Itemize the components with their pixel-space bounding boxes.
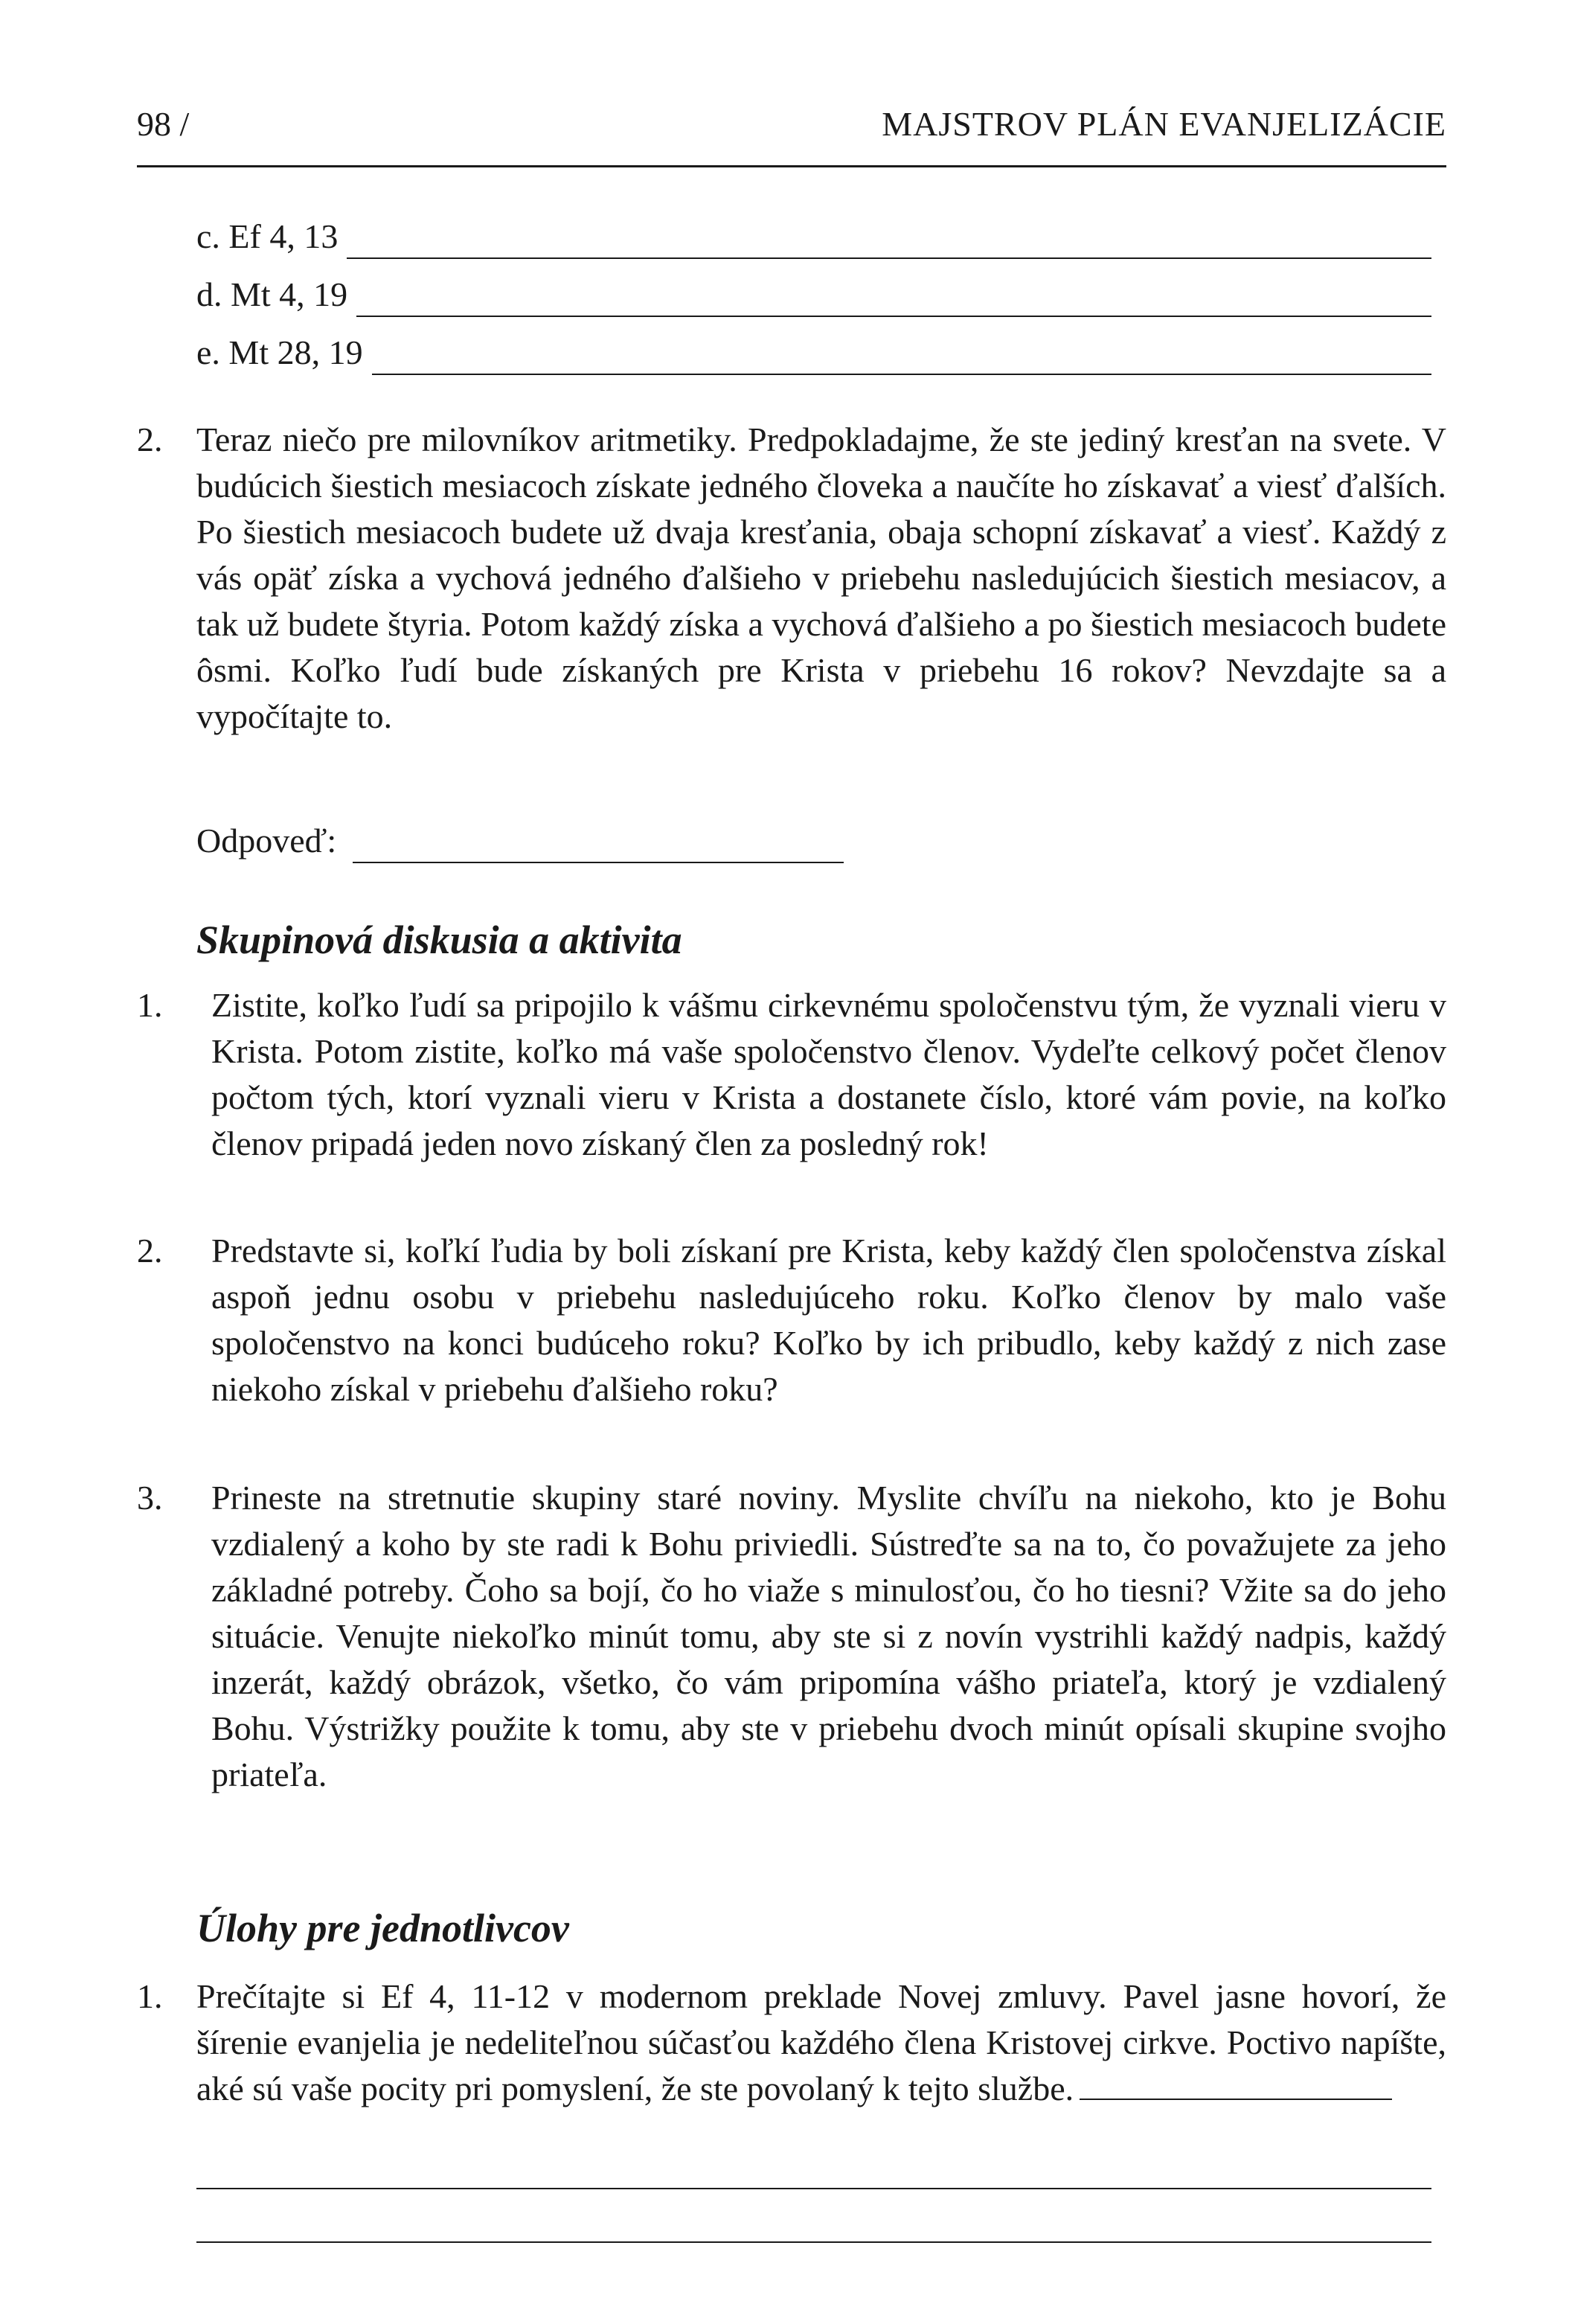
answer-blank[interactable] — [347, 225, 1431, 259]
fill-item-c — [196, 214, 1431, 259]
fill-item-d — [196, 272, 1431, 317]
answer-row — [196, 819, 866, 863]
header-rule — [137, 165, 1446, 167]
fill-item-label: d. Mt 4, 19 — [196, 275, 348, 313]
answer-blank[interactable] — [353, 829, 844, 863]
item-number: 2. — [137, 420, 163, 458]
individual-item-1 — [137, 1974, 1446, 2167]
item-text: Predstavte si, koľkí ľudia by boli získaní pre Krista, keby každý člen spoločenstva získal aspoň jednu osobu v priebehu nasledujúceho roku. Koľko členov by malo vaše spoločenstvo na konci budúceho roku? Koľko by ich pribudlo, keby každý z nich zase niekoho získal v priebehu ďalšieho roku? — [211, 1232, 1446, 1408]
answer-label: Odpoveď: — [196, 822, 337, 860]
group-item-2 — [137, 1228, 1446, 1466]
fill-item-label: c. Ef 4, 13 — [196, 217, 339, 255]
item-text: Zistite, koľko ľudí sa pripojilo k vášmu cirkevnému spoločenstvu tým, že vyznali vieru v Krista. Potom zistite, koľko má vaše spoločenstvo členov. Vydeľte celkový počet členov počtom tých, ktorí vyznali vieru v Krista a dostanete číslo, ktoré vám povie, na koľko členov pripadá jeden novo získaný člen za posledný rok! — [211, 986, 1446, 1162]
page-header — [137, 95, 1446, 170]
question-2 — [137, 417, 1446, 789]
answer-blank[interactable] — [196, 2188, 1431, 2189]
group-item-3 — [137, 1475, 1446, 1862]
group-item-1 — [137, 982, 1446, 1220]
answer-blank[interactable] — [1080, 2072, 1392, 2100]
answer-blank[interactable] — [372, 341, 1431, 375]
item-text-content: Prečítajte si Ef 4, 11-12 v modernom preklade Novej zmluvy. Pavel jasne hovorí, že šírenie evanjelia je nedeliteľnou súčasťou každého člena Kristovej cirkve. Poctivo napíšte, aké sú vaše pocity pri pomyslení, že ste povolaný k tejto službe. — [196, 1977, 1446, 2107]
section-title-individual: Úlohy pre jednotlivcov — [196, 1906, 569, 1950]
question-text: Teraz niečo pre milovníkov aritmetiky. Predpokladajme, že ste jediný kresťan na svete. V budúcich šiestich mesiacoch získate jedného človeka a naučíte ho získavať a viesť ďalších. Po šiestich mesiacoch budete už dvaja kresťania, obaja schopní získavať a viesť. Každý z vás opäť získa a vychová jedného ďalšieho v priebehu nasledujúcich šiestich mesiacov, a tak už budete štyria. Potom každý získa a vychová ďalšieho a po šiestich mesiacoch budete ôsmi. Koľko ľudí bude získaných pre Krista v priebehu 16 rokov? Nevzdajte sa a vypočítajte to. — [196, 420, 1446, 735]
item-number: 2. — [137, 1232, 163, 1270]
section-title-group: Skupinová diskusia a aktivita — [196, 918, 682, 962]
item-number: 1. — [137, 1977, 163, 2015]
fill-item-e — [196, 330, 1431, 375]
item-text: Prineste na stretnutie skupiny staré noviny. Myslite chvíľu na niekoho, kto je Bohu vzdialený a koho by ste radi k Bohu priviedli. Sústreďte sa na to, čo považujete za jeho základné potreby. Čoho sa bojí, čo ho viaže s minulosťou, čo ho tiesni? Vžite sa do jeho situácie. Venujte niekoľko minút tomu, aby ste si z novín vystrihli každý nadpis, každý inzerát, každý obrázok, všetko, čo vám pripomína vášho priateľa, ktorý je vzdialený Bohu. Výstrižky použite k tomu, aby ste v priebehu dvoch minút opísali skupine svojho priateľa. — [211, 1479, 1446, 1793]
fill-item-label: e. Mt 28, 19 — [196, 333, 363, 371]
item-number: 3. — [137, 1479, 163, 1517]
answer-blank[interactable] — [196, 2241, 1431, 2243]
item-text — [196, 1974, 1446, 2112]
page-number: 98 / — [137, 105, 190, 143]
item-number: 1. — [137, 986, 163, 1024]
answer-blank[interactable] — [356, 283, 1431, 317]
running-title: MAJSTROV PLÁN EVANJELIZÁCIE — [882, 105, 1446, 143]
